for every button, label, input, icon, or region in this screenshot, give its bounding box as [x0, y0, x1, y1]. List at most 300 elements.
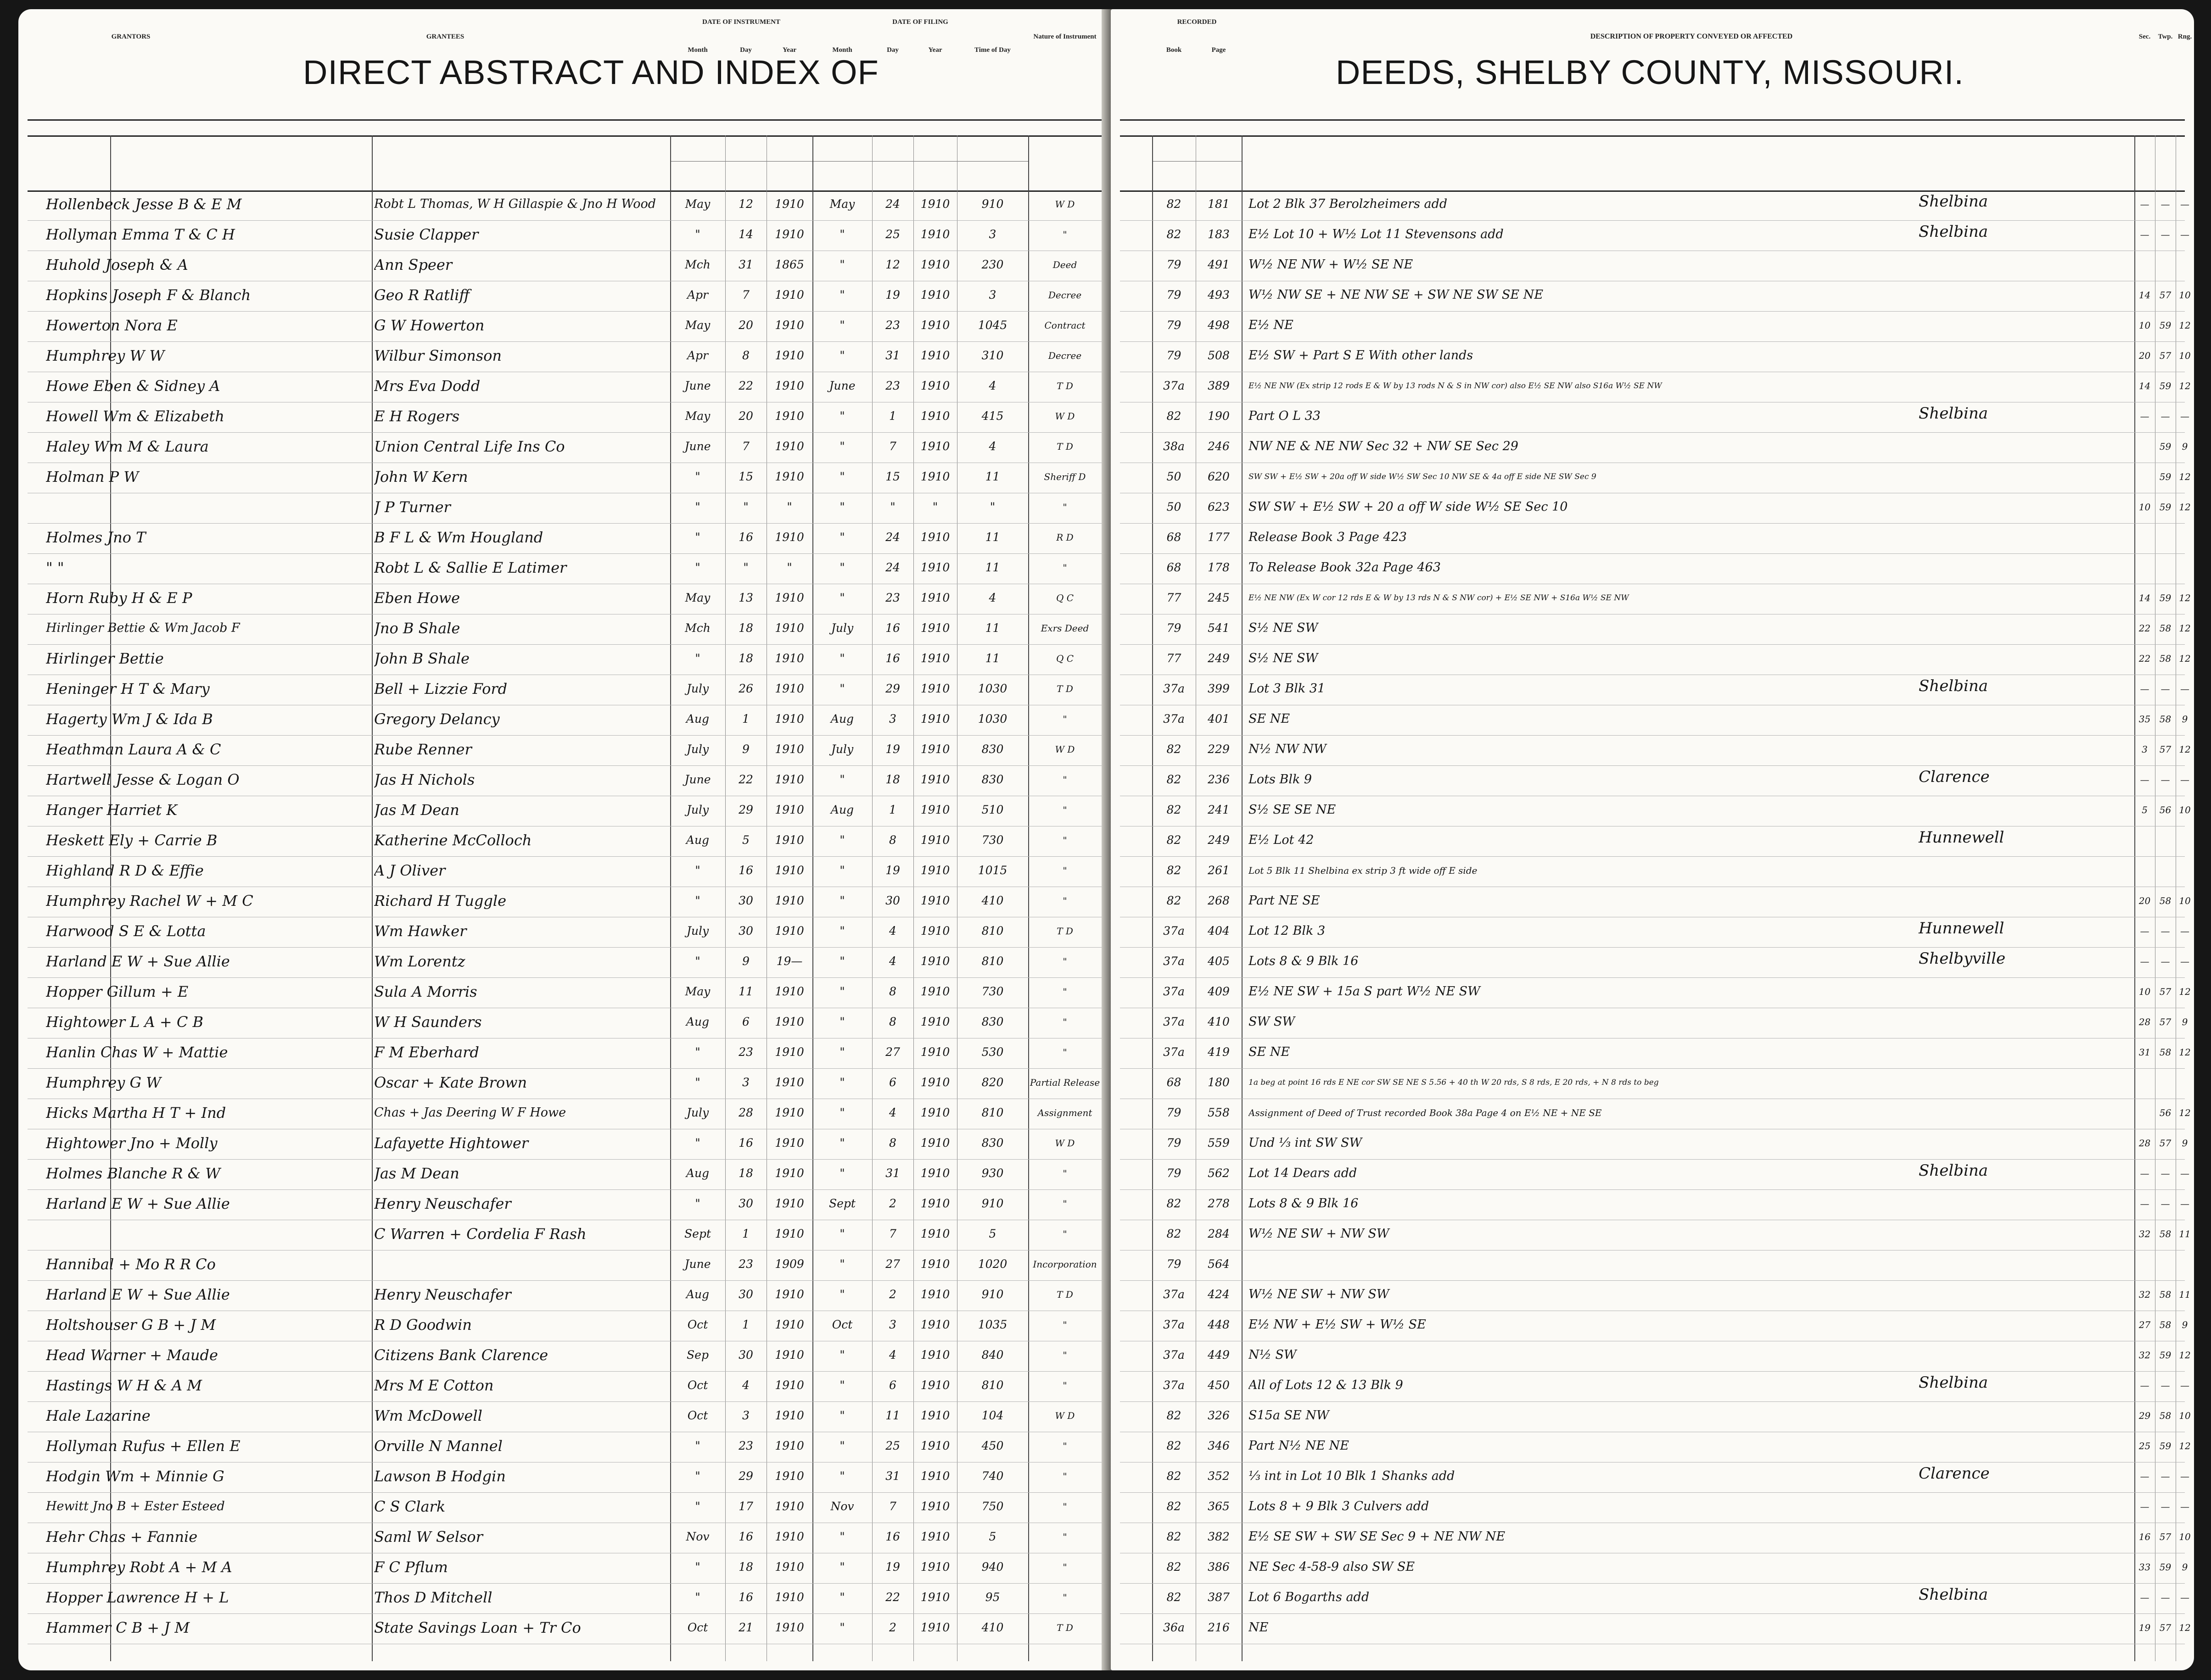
cell-book: 82	[1166, 409, 1181, 423]
cell-nat: T D	[1057, 380, 1073, 391]
cell-twp: 59	[2159, 380, 2172, 391]
cell-ft: 740	[981, 1469, 1004, 1483]
cell-desc: Lots 8 & 9 Blk 16	[1248, 954, 1359, 968]
cell-desc: SW SW	[1248, 1015, 1295, 1029]
cell-rng: 12	[2179, 744, 2191, 755]
cell-iy: 1910	[775, 1409, 804, 1422]
cell-nat: Q C	[1056, 653, 1074, 664]
cell-fm: "	[840, 894, 845, 907]
cell-sec: 10	[2138, 320, 2151, 331]
cell-sec: —	[2140, 926, 2149, 937]
cell-desc: To Release Book 32a Page 463	[1248, 560, 1441, 575]
cell-im: Sep	[687, 1348, 709, 1362]
cell-ft: 1045	[978, 318, 1008, 332]
cell-desc: W½ NW SE + NE NW SE + SW NE SW SE NE	[1248, 288, 1544, 302]
cell-book: 82	[1166, 803, 1181, 816]
cell-im: "	[695, 228, 700, 241]
table-row	[1111, 190, 2194, 221]
table-row	[1111, 675, 2194, 705]
cell-grantor: Hollenbeck Jesse B & E M	[46, 195, 242, 213]
cell-fm: Oct	[832, 1318, 853, 1331]
cell-fm: "	[840, 1015, 845, 1028]
cell-id: 9	[742, 954, 750, 968]
cell-page: 410	[1208, 1015, 1230, 1028]
cell-id: 8	[742, 349, 750, 362]
table-row	[1111, 433, 2194, 463]
cell-rng: 12	[2179, 502, 2191, 513]
cell-nat: "	[1063, 1531, 1067, 1542]
cell-fd: 8	[889, 1015, 896, 1028]
cell-desc: ⅓ int in Lot 10 Blk 1 Shanks add	[1248, 1469, 1455, 1483]
cell-desc: W½ NE SW + NW SW	[1248, 1227, 1389, 1241]
cell-sec: 28	[2138, 1016, 2151, 1027]
table-row	[1111, 736, 2194, 766]
cell-grantee	[374, 1255, 668, 1273]
cell-twp: —	[2161, 926, 2170, 937]
cell-fd: 31	[885, 1469, 900, 1483]
cell-twp: —	[2161, 1471, 2170, 1482]
table-row	[18, 887, 1111, 917]
cell-im: "	[695, 1560, 700, 1574]
cell-grantor: " "	[46, 559, 64, 576]
cell-fy: 1910	[920, 1469, 950, 1483]
cell-page: 261	[1208, 864, 1230, 877]
cell-twp	[2155, 1073, 2176, 1092]
cell-fd: 16	[885, 621, 900, 635]
cell-id: 20	[739, 318, 753, 332]
cell-fd: 2	[889, 1288, 896, 1301]
cell-sec: —	[2140, 774, 2149, 785]
cell-page: 405	[1208, 954, 1230, 968]
cell-book: 82	[1166, 864, 1181, 877]
cell-nat: Q C	[1056, 592, 1074, 603]
cell-rng	[2176, 1073, 2194, 1092]
cell-iy: 1910	[775, 1621, 804, 1634]
cell-im: "	[695, 954, 700, 968]
cell-rng	[2176, 558, 2194, 577]
cell-desc: SE NE	[1248, 712, 1290, 726]
cell-twp: —	[2161, 229, 2170, 240]
cell-twp: 59	[2159, 1440, 2172, 1451]
cell-im: May	[685, 591, 711, 604]
cell-sec: 20	[2138, 350, 2151, 361]
cell-im: May	[685, 197, 711, 211]
cell-ft: "	[990, 500, 996, 513]
cell-grantor: Highland R D & Effie	[46, 862, 204, 879]
cell-page: 241	[1208, 803, 1230, 816]
cell-fd: 8	[889, 1136, 896, 1150]
cell-book: 37a	[1163, 379, 1185, 392]
cell-book: 37a	[1163, 1015, 1185, 1028]
cell-fm: "	[840, 924, 845, 938]
cell-id: 30	[739, 1197, 753, 1210]
cell-grantee: Robt L Thomas, W H Gillaspie & Jno H Wood	[374, 197, 656, 211]
cell-fy: 1910	[920, 349, 950, 362]
cell-grantee: Wm McDowell	[374, 1407, 482, 1424]
cell-nat: W D	[1055, 744, 1075, 755]
cell-fd: 4	[889, 924, 896, 938]
cell-id: 30	[739, 894, 753, 907]
cell-twp: 58	[2159, 1410, 2172, 1421]
table-row	[18, 1038, 1111, 1069]
cell-ft: 11	[985, 470, 1000, 483]
cell-fy: 1910	[920, 742, 950, 756]
cell-fy: 1910	[920, 1136, 950, 1150]
cell-rng: —	[2180, 1501, 2189, 1512]
cell-grantor: Hammer C B + J M	[46, 1619, 190, 1636]
cell-fd: 19	[885, 288, 900, 301]
cell-twp: 57	[2159, 744, 2172, 755]
cell-grantee: Eben Howe	[374, 589, 460, 607]
cell-fd: 8	[889, 833, 896, 847]
cell-ft: 930	[981, 1167, 1004, 1180]
table-row	[18, 705, 1111, 736]
fil-month-header: Month	[832, 46, 852, 54]
cell-book: 82	[1166, 1591, 1181, 1604]
cell-id: 1	[742, 1227, 750, 1240]
cell-grantor: Holmes Blanche R & W	[46, 1165, 221, 1182]
cell-iy: 1910	[775, 712, 804, 726]
cell-ft: 830	[981, 1136, 1004, 1150]
cell-page: 268	[1208, 894, 1230, 907]
cell-twp: 58	[2159, 1289, 2172, 1300]
cell-im: May	[685, 409, 711, 423]
cell-fd: 3	[889, 712, 896, 726]
cell-grantor	[46, 1225, 367, 1243]
cell-grantor: Humphrey G W	[46, 1074, 162, 1091]
cell-id: 11	[739, 985, 753, 998]
cell-iy: 1910	[775, 1379, 804, 1392]
cell-sec	[2134, 1104, 2155, 1122]
cell-iy: 1910	[775, 228, 804, 241]
cell-im: "	[695, 1469, 700, 1483]
cell-book: 79	[1166, 1257, 1181, 1271]
cell-book: 79	[1166, 318, 1181, 332]
cell-desc: Lots 8 & 9 Blk 16	[1248, 1196, 1359, 1211]
cell-im: Apr	[687, 349, 708, 362]
cell-twp: 58	[2159, 895, 2172, 906]
cell-iy: 1910	[775, 1560, 804, 1574]
cell-iy: 1910	[775, 197, 804, 211]
table-row	[18, 190, 1111, 221]
cell-grantor: Hale Lazarine	[46, 1407, 151, 1424]
table-row	[18, 796, 1111, 826]
cell-ft: 5	[989, 1530, 996, 1543]
cell-ft: 11	[985, 530, 1000, 544]
cell-sec: —	[2140, 1380, 2149, 1391]
cell-book: 82	[1166, 894, 1181, 907]
table-row	[18, 826, 1111, 857]
cell-nat: "	[1063, 1319, 1067, 1330]
cell-rng: 10	[2179, 1410, 2191, 1421]
cell-grantee: A J Oliver	[374, 862, 446, 879]
cell-grantor: Hirlinger Bettie & Wm Jacob F	[46, 621, 240, 635]
cell-im: "	[695, 470, 700, 483]
cell-sec: 31	[2138, 1047, 2151, 1058]
cell-sec: 22	[2138, 623, 2151, 634]
cell-ft: 104	[981, 1409, 1004, 1422]
cell-page: 180	[1208, 1076, 1230, 1089]
cell-fm: "	[840, 1076, 845, 1089]
table-row	[18, 312, 1111, 342]
cell-fm: "	[840, 1106, 845, 1119]
cell-grantor: Harland E W + Sue Allie	[46, 953, 230, 970]
cell-book: 68	[1166, 530, 1181, 544]
table-row	[18, 1553, 1111, 1584]
cell-grantor: Huhold Joseph & A	[46, 256, 188, 273]
cell-desc: W½ NE NW + W½ SE NE	[1248, 257, 1413, 272]
cell-grantor: Hagerty Wm J & Ida B	[46, 710, 213, 728]
cell-fd: 7	[889, 1500, 896, 1513]
cell-fd: 12	[885, 258, 900, 271]
cell-nat: "	[1063, 865, 1067, 876]
cell-page: 387	[1208, 1591, 1230, 1604]
cell-nat: Assignment	[1037, 1107, 1092, 1118]
table-row	[1111, 1614, 2194, 1644]
cell-town: Shelbina	[1919, 192, 1988, 211]
cell-desc: Lot 3 Blk 31	[1248, 681, 1326, 696]
cell-grantee: State Savings Loan + Tr Co	[374, 1619, 581, 1636]
cell-page: 419	[1208, 1045, 1230, 1059]
cell-fd: 6	[889, 1076, 896, 1089]
cell-grantor: Humphrey Rachel W + M C	[46, 892, 253, 910]
cell-fd: 22	[885, 1591, 900, 1604]
cell-grantee: Chas + Jas Deering W F Howe	[374, 1105, 566, 1120]
table-row	[1111, 493, 2194, 524]
cell-fd: 16	[885, 652, 900, 665]
cell-grantee: Lafayette Hightower	[374, 1134, 529, 1152]
cell-fd: 6	[889, 1379, 896, 1392]
cell-iy: 1910	[775, 652, 804, 665]
cell-book: 79	[1166, 1106, 1181, 1119]
cell-book: 82	[1166, 1500, 1181, 1513]
cell-rng: 12	[2179, 623, 2191, 634]
cell-book: 37a	[1163, 712, 1185, 726]
cell-ft: 810	[981, 924, 1004, 938]
page-header: Page	[1211, 46, 1226, 54]
cell-nat: "	[1063, 1016, 1067, 1027]
cell-fm: "	[840, 288, 845, 301]
cell-nat: "	[1063, 895, 1067, 906]
cell-grantor: Heskett Ely + Carrie B	[46, 832, 218, 849]
table-row	[1111, 1341, 2194, 1372]
cell-grantee: Jas M Dean	[374, 801, 459, 819]
cell-twp: —	[2161, 956, 2170, 967]
cell-rng: —	[2180, 774, 2189, 785]
table-row	[1111, 1190, 2194, 1220]
cell-grantee: C Warren + Cordelia F Rash	[374, 1225, 587, 1243]
cell-grantee: Oscar + Kate Brown	[374, 1074, 527, 1091]
cell-rng: 10	[2179, 290, 2191, 301]
grantors-header: GRANTORS	[111, 33, 151, 40]
cell-town: Shelbina	[1919, 404, 1988, 423]
cell-ft: 510	[981, 803, 1004, 816]
cell-fd: 11	[885, 1409, 900, 1422]
cell-rng: 12	[2179, 1440, 2191, 1451]
cell-desc: E½ NE NW (Ex strip 12 rods E & W by 13 rods N & S in NW cor) also E½ SE NW also S16a W½ SE NW	[1248, 381, 1662, 391]
cell-grantee: G W Howerton	[374, 317, 485, 334]
cell-iy: 19—	[776, 954, 803, 968]
cell-fd: 3	[889, 1318, 896, 1331]
cell-fm: "	[840, 954, 845, 968]
cell-ft: 415	[981, 409, 1004, 423]
cell-rng: —	[2180, 683, 2189, 694]
cell-fm: "	[840, 409, 845, 423]
cell-id: 23	[739, 1257, 753, 1271]
cell-id: 16	[739, 864, 753, 877]
cell-ft: 840	[981, 1348, 1004, 1362]
cell-grantee: John B Shale	[374, 650, 470, 667]
table-row	[1111, 1220, 2194, 1250]
cell-nat: T D	[1057, 1622, 1073, 1633]
cell-book: 82	[1166, 1409, 1181, 1422]
cell-im: Aug	[686, 1015, 710, 1028]
cell-desc: All of Lots 12 & 13 Blk 9	[1248, 1378, 1403, 1392]
cell-fm: July	[831, 742, 854, 756]
cell-iy: 1910	[775, 591, 804, 604]
cell-desc: E½ NW + E½ SW + W½ SE	[1248, 1317, 1426, 1332]
cell-sec	[2134, 558, 2155, 577]
fil-day-header: Day	[887, 46, 899, 54]
right-page-title: DEEDS, SHELBY COUNTY, MISSOURI.	[1336, 53, 1964, 91]
cell-page: 562	[1208, 1167, 1230, 1180]
cell-twp: —	[2161, 1380, 2170, 1391]
cell-fm: "	[840, 1167, 845, 1180]
cell-sec: 20	[2138, 895, 2151, 906]
cell-fy: 1910	[920, 712, 950, 726]
cell-ft: 95	[985, 1591, 1000, 1604]
cell-fy: 1910	[920, 985, 950, 998]
cell-twp: 59	[2159, 320, 2172, 331]
table-row	[18, 554, 1111, 584]
cell-town: Hunnewell	[1919, 828, 2004, 847]
title-rule	[28, 119, 1102, 121]
cell-page: 623	[1208, 500, 1230, 513]
cell-im: June	[684, 379, 711, 392]
cell-page: 382	[1208, 1530, 1230, 1543]
cell-book: 36a	[1163, 1621, 1185, 1634]
cell-page: 249	[1208, 833, 1230, 847]
cell-book: 50	[1166, 470, 1181, 483]
cell-grantor: Holmes Jno T	[46, 529, 146, 546]
cell-sec: 25	[2138, 1440, 2151, 1451]
table-row	[1111, 372, 2194, 402]
cell-id: 18	[739, 621, 753, 635]
cell-twp: 59	[2159, 441, 2172, 452]
cell-rng: 10	[2179, 895, 2191, 906]
cell-page: 389	[1208, 379, 1230, 392]
cell-ft: 11	[985, 561, 1000, 574]
cell-rng: 12	[2179, 1350, 2191, 1361]
cell-rng: 9	[2182, 441, 2188, 452]
cell-grantor: Hanlin Chas W + Mattie	[46, 1044, 228, 1061]
cell-id: 29	[739, 1469, 753, 1483]
cell-grantee: C S Clark	[374, 1498, 446, 1515]
cell-im: "	[695, 500, 700, 513]
cell-id: 7	[742, 288, 750, 301]
cell-page: 245	[1208, 591, 1230, 604]
cell-page: 365	[1208, 1500, 1230, 1513]
cell-book: 37a	[1163, 954, 1185, 968]
cell-rng	[2176, 861, 2194, 880]
cell-fd: 24	[885, 530, 900, 544]
cell-book: 82	[1166, 742, 1181, 756]
cell-fy: 1910	[920, 1257, 950, 1271]
cell-fm: "	[840, 1409, 845, 1422]
cell-sec	[2134, 1073, 2155, 1092]
cell-fm: "	[840, 1439, 845, 1452]
cell-town: Shelbina	[1919, 223, 1988, 241]
cell-page: 564	[1208, 1257, 1230, 1271]
cell-nat: Deed	[1052, 259, 1077, 270]
cell-twp: 56	[2159, 804, 2172, 815]
table-row	[1111, 1160, 2194, 1190]
cell-book: 77	[1166, 591, 1181, 604]
cell-im: Sept	[684, 1227, 711, 1240]
cell-im: Aug	[686, 1288, 710, 1301]
cell-grantor: Heninger H T & Mary	[46, 680, 210, 698]
cell-fy: 1910	[920, 258, 950, 271]
cell-page: 190	[1208, 409, 1230, 423]
cell-id: 18	[739, 652, 753, 665]
cell-fy: 1910	[920, 1560, 950, 1574]
table-row	[18, 1311, 1111, 1341]
cell-grantee: Katherine McColloch	[374, 832, 532, 849]
cell-rng: 10	[2179, 804, 2191, 815]
cell-page: 541	[1208, 621, 1230, 635]
cell-fm: "	[840, 864, 845, 877]
cell-fd: 29	[885, 682, 900, 695]
cell-nat: "	[1063, 1380, 1067, 1391]
cell-fy: 1910	[920, 954, 950, 968]
cell-grantee: Union Central Life Ins Co	[374, 438, 565, 455]
cell-fy: 1910	[920, 773, 950, 786]
cell-sec: 22	[2138, 653, 2151, 664]
cell-fy: 1910	[920, 1288, 950, 1301]
cell-im: Nov	[686, 1530, 710, 1543]
cell-ft: 820	[981, 1076, 1004, 1089]
cell-rng: 9	[2182, 1138, 2188, 1149]
cell-id: 18	[739, 1560, 753, 1574]
cell-fy: 1910	[920, 1621, 950, 1634]
cell-sec: —	[2140, 683, 2149, 694]
cell-fd: 24	[885, 197, 900, 211]
inst-day-header: Day	[740, 46, 752, 54]
cell-fy: 1910	[920, 924, 950, 938]
cell-fm: "	[840, 349, 845, 362]
cell-grantor: Harwood S E & Lotta	[46, 922, 206, 940]
cell-twp: —	[2161, 1198, 2170, 1209]
cell-id: 1	[742, 1318, 750, 1331]
cell-book: 77	[1166, 652, 1181, 665]
cell-sec	[2134, 437, 2155, 456]
cell-ft: 3	[989, 228, 996, 241]
cell-id: 23	[739, 1439, 753, 1452]
cell-grantee: Mrs Eva Dodd	[374, 377, 481, 395]
cell-grantee: Gregory Delancy	[374, 710, 500, 728]
cell-rng: 12	[2179, 380, 2191, 391]
cell-book: 82	[1166, 1469, 1181, 1483]
cell-im: Apr	[687, 288, 708, 301]
cell-im: July	[686, 742, 709, 756]
cell-nat: T D	[1057, 926, 1073, 937]
table-row	[1111, 614, 2194, 645]
cell-sec: 14	[2138, 592, 2151, 603]
cell-fm: "	[840, 1530, 845, 1543]
date-instrument-header: DATE OF INSTRUMENT	[702, 18, 781, 26]
table-row	[1111, 463, 2194, 493]
cell-grantee: Robt L & Sallie E Latimer	[374, 559, 567, 576]
